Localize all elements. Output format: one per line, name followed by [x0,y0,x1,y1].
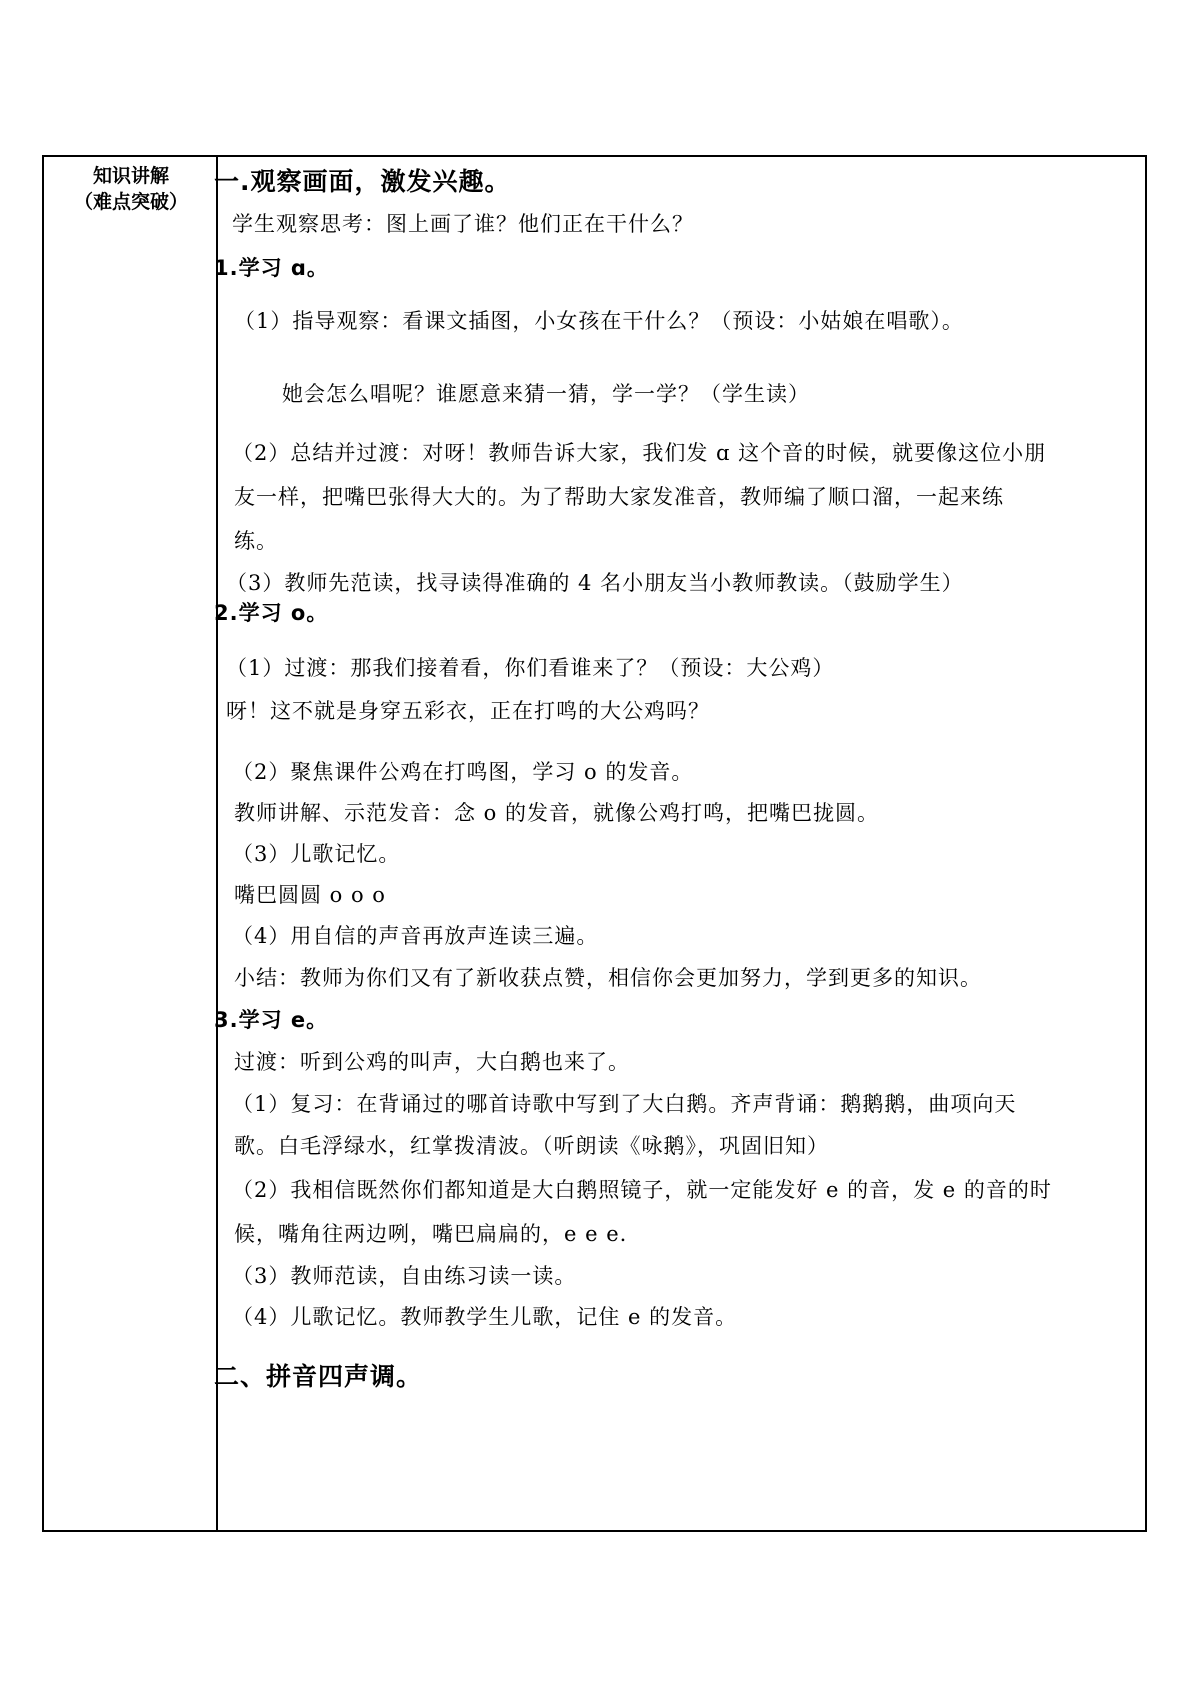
learn-o-p1-end: ） [812,656,835,680]
learn-o-p3b: 嘴巴圆圆 o o o [234,883,386,907]
learn-o-p1b: 呀！这不就是身穿五彩衣，正在打鸣的大公鸡吗？ [226,699,710,723]
learn-e-p2-line2: 候，嘴角往两边咧，嘴巴扁扁的，e e e. [234,1222,628,1246]
learn-a-p1b [282,378,810,408]
section1-title: 一.观察画面，激发兴趣。 [214,167,511,196]
learn-a-p1b-text: 她会怎么唱呢？谁愿意来猜一猜，学一学？（ [282,382,722,406]
learn-e-p1-line2: 歌。白毛浮绿水，红掌拨清波。（听朗读《咏鹅》，巩固旧知） [234,1134,829,1158]
learn-o-p2: （2）聚焦课件公鸡在打鸣图，学习 o 的发音。 [232,760,694,784]
observe-prompt: 学生观察思考：图上画了谁？他们正在干什么？ [232,212,694,236]
learn-a-p2-line3: 练。 [234,529,278,553]
learn-a-p2-line1: （2）总结并过渡：对呀！教师告诉大家，我们发 ɑ 这个音的时候，就要像这位小朋 [232,441,1047,465]
section2-title: 二、拼音四声调。 [214,1362,423,1391]
learn-o-p1 [226,652,834,682]
learn-o-p1-preset: 预设：大公鸡 [680,656,813,680]
learn-a-p1-preset: 预设：小姑娘在唱歌 [732,309,931,333]
learn-a-p1 [234,305,964,335]
learn-o-summary: 小结：教师为你们又有了新收获点赞，相信你会更加努力，学到更多的知识。 [234,966,982,990]
learn-e-p1-line1: （1）复习：在背诵过的哪首诗歌中写到了大白鹅。齐声背诵：鹅鹅鹅，曲项向天 [232,1092,1017,1116]
learn-o-p4: （4）用自信的声音再放声连读三遍。 [232,924,599,948]
left-column [44,157,218,1530]
learn-e-p2-line1: （2）我相信既然你们都知道是大白鹅照镜子，就一定能发好 e 的音，发 e 的音的时 [232,1178,1052,1202]
learn-e-transition: 过渡：听到公鸡的叫声，大白鹅也来了。 [234,1050,630,1074]
left-label-title: 知识讲解 [92,165,169,187]
learn-e-heading: 3.学习 e。 [214,1008,329,1032]
learn-a-p1-text: （1）指导观察：看课文插图，小女孩在干什么？（ [234,309,733,333]
learn-a-p3: （3）教师先范读，找寻读得准确的 4 名小朋友当小教师教读。（鼓励学生） [226,571,964,595]
learn-a-p1b-end: ） [788,382,810,406]
left-label-subtitle: （难点突破） [73,191,188,213]
learn-e-p4: （4）儿歌记忆。教师教学生儿歌，记住 e 的发音。 [232,1305,738,1329]
learn-a-p1b-emph: 学生读 [722,382,788,406]
learn-o-heading: 2.学习 o。 [214,601,329,625]
learn-o-p3: （3）儿歌记忆。 [232,842,401,866]
learn-o-p1-text: （1）过渡：那我们接着看，你们看谁来了？（ [226,656,681,680]
learn-a-heading: 1.学习 ɑ。 [214,256,329,280]
learn-e-p3: （3）教师范读，自由练习读一读。 [232,1264,577,1288]
learn-o-p2b: 教师讲解、示范发音：念 o 的发音，就像公鸡打鸣，把嘴巴拢圆。 [234,801,879,825]
learn-a-p2-line2: 友一样，把嘴巴张得大大的。为了帮助大家发准音，教师编了顺口溜，一起来练 [234,485,1004,509]
learn-a-p1-end: ）。 [930,309,964,333]
